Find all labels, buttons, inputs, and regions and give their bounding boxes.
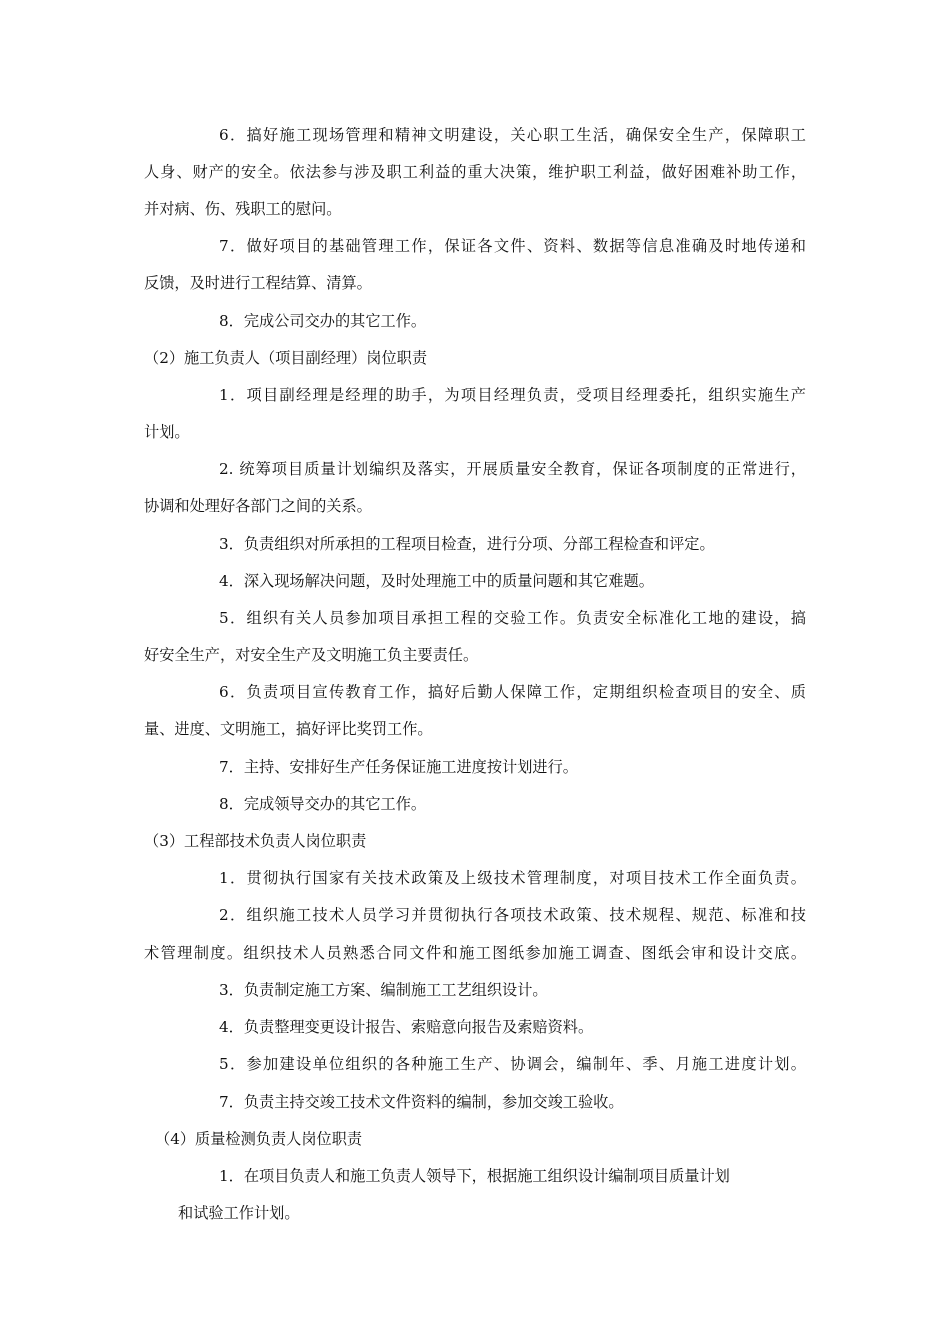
section-heading: （3）工程部技术负责人岗位职责 xyxy=(144,832,367,850)
paragraph-line: 6．搞好施工现场管理和精神文明建设，关心职工生活，确保安全生产，保障职工 xyxy=(219,126,806,144)
paragraph-line: 反馈，及时进行工程结算、清算。 xyxy=(144,274,372,292)
paragraph-line: 5．参加建设单位组织的各种施工生产、协调会，编制年、季、月施工进度计划。 xyxy=(219,1055,806,1073)
paragraph-line: 7．负责主持交竣工技术文件资料的编制，参加交竣工验收。 xyxy=(219,1093,624,1111)
paragraph-line: 术管理制度。组织技术人员熟悉合同文件和施工图纸参加施工调查、图纸会审和设计交底。 xyxy=(144,944,806,962)
paragraph-line: 1．项目副经理是经理的助手，为项目经理负责，受项目经理委托，组织实施生产 xyxy=(219,386,806,404)
paragraph-line: 8．完成公司交办的其它工作。 xyxy=(219,312,427,330)
paragraph-line: 4．深入现场解决问题，及时处理施工中的质量问题和其它难题。 xyxy=(219,572,654,590)
paragraph-line: 并对病、伤、残职工的慰问。 xyxy=(144,200,342,218)
paragraph-line: 好安全生产，对安全生产及文明施工负主要责任。 xyxy=(144,646,479,664)
paragraph-line: 协调和处理好各部门之间的关系。 xyxy=(144,497,372,515)
paragraph-line: 7．做好项目的基础管理工作，保证各文件、资料、数据等信息准确及时地传递和 xyxy=(219,237,806,255)
paragraph-line: 3．负责制定施工方案、编制施工工艺组织设计。 xyxy=(219,981,548,999)
paragraph-line: 2．组织施工技术人员学习并贯彻执行各项技术政策、技术规程、规范、标准和技 xyxy=(219,906,806,924)
paragraph-line: 1．在项目负责人和施工负责人领导下，根据施工组织设计编制项目质量计划 xyxy=(219,1167,730,1185)
paragraph-line: 5．组织有关人员参加项目承担工程的交验工作。负责安全标准化工地的建设，搞 xyxy=(219,609,806,627)
paragraph-line: 人身、财产的安全。依法参与涉及职工利益的重大决策，维护职工利益，做好困难补助工作， xyxy=(144,163,806,181)
section-heading: （4）质量检测负责人岗位职责 xyxy=(155,1130,363,1148)
paragraph-line: 量、进度、文明施工，搞好评比奖罚工作。 xyxy=(144,720,433,738)
paragraph-line: 8．完成领导交办的其它工作。 xyxy=(219,795,427,813)
paragraph-line: 6．负责项目宣传教育工作，搞好后勤人保障工作，定期组织检查项目的安全、质 xyxy=(219,683,806,701)
paragraph-line: 1．贯彻执行国家有关技术政策及上级技术管理制度，对项目技术工作全面负责。 xyxy=(219,869,806,887)
paragraph-line: 7．主持、安排好生产任务保证施工进度按计划进行。 xyxy=(219,758,578,776)
paragraph-line: 3．负责组织对所承担的工程项目检查，进行分项、分部工程检查和评定。 xyxy=(219,535,715,553)
paragraph-line: 和试验工作计划。 xyxy=(178,1204,300,1222)
paragraph-line: 计划。 xyxy=(144,423,190,441)
paragraph-line: 4．负责整理变更设计报告、索赔意向报告及索赔资料。 xyxy=(219,1018,594,1036)
paragraph-line: 2. 统筹项目质量计划编织及落实，开展质量安全教育，保证各项制度的正常进行， xyxy=(219,460,806,478)
section-heading: （2）施工负责人（项目副经理）岗位职责 xyxy=(144,349,428,367)
